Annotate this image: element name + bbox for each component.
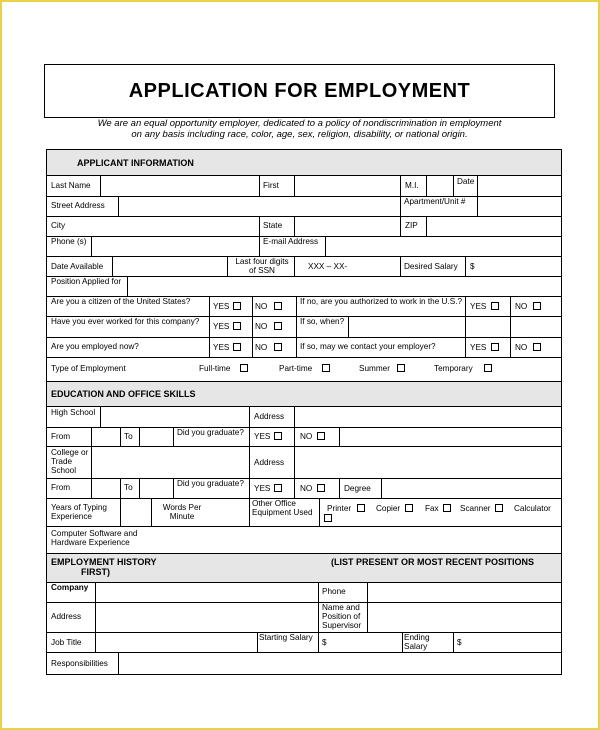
office-equipment-label: Other Office Equipment Used	[252, 499, 313, 517]
college-address-label: Address	[254, 458, 285, 467]
printer-label: Printer	[327, 504, 352, 513]
other-equipment-checkbox[interactable]	[324, 514, 332, 522]
hs-graduate-label: Did you graduate?	[177, 428, 244, 437]
company-phone-field[interactable]	[368, 583, 560, 601]
copier-checkbox[interactable]	[405, 504, 413, 512]
supervisor-field[interactable]	[368, 603, 560, 631]
full-time-label: Full-time	[199, 364, 231, 373]
history-section-note: (LIST PRESENT OR MOST RECENT POSITIONS	[331, 557, 535, 567]
company-address-field[interactable]	[96, 603, 317, 631]
state-field[interactable]	[295, 217, 399, 235]
scanner-checkbox[interactable]	[495, 504, 503, 512]
work-authorized-question: If no, are you authorized to work in the U.S.?	[300, 297, 463, 306]
applicant-section-title: APPLICANT INFORMATION	[77, 158, 194, 168]
mi-label: M.I.	[405, 181, 419, 190]
starting-salary-currency[interactable]: $	[322, 638, 327, 647]
hs-no-checkbox[interactable]	[317, 432, 325, 440]
form-title: APPLICATION FOR EMPLOYMENT	[44, 64, 555, 118]
phone-label: Phone (s)	[51, 237, 87, 246]
hs-yes-label: YES	[254, 432, 271, 441]
employed-no-checkbox[interactable]	[274, 343, 282, 351]
citizen-question: Are you a citizen of the United States?	[51, 297, 191, 306]
first-name-field[interactable]	[295, 176, 399, 195]
hs-to-label: To	[124, 432, 133, 441]
high-school-address-label: Address	[254, 412, 285, 421]
apartment-label: Apartment/Unit #	[404, 197, 466, 206]
company-phone-label: Phone	[322, 587, 346, 596]
city-field[interactable]	[77, 217, 258, 235]
ending-salary-currency[interactable]: $	[457, 638, 462, 647]
hs-to-field[interactable]	[140, 428, 172, 445]
position-label: Position Applied for	[51, 277, 122, 286]
first-name-label: First	[263, 181, 279, 190]
starting-salary-label: Starting Salary	[259, 633, 313, 642]
summer-label: Summer	[359, 364, 390, 373]
summer-checkbox[interactable]	[397, 364, 405, 372]
college-no-label: NO	[300, 484, 313, 493]
history-section-title: EMPLOYMENT HISTORY	[51, 557, 157, 567]
contact-employer-question: If so, may we contact your employer?	[300, 342, 436, 351]
part-time-label: Part-time	[279, 364, 313, 373]
wpm-field[interactable]	[213, 499, 248, 525]
typing-field[interactable]	[121, 499, 150, 525]
last-name-label: Last Name	[51, 181, 91, 190]
company-address-label: Address	[51, 612, 82, 621]
temporary-checkbox[interactable]	[484, 364, 492, 372]
contact-no-label: NO	[515, 343, 528, 352]
position-field[interactable]	[128, 277, 560, 295]
printer-checkbox[interactable]	[357, 504, 365, 512]
high-school-address-field[interactable]	[295, 407, 560, 426]
authorized-yes-label: YES	[470, 302, 487, 311]
date-label: Date	[457, 177, 475, 186]
worked-before-question: Have you ever worked for this company?	[51, 317, 200, 326]
responsibilities-field[interactable]	[119, 653, 560, 674]
hs-from-field[interactable]	[92, 428, 119, 445]
worked-no-checkbox[interactable]	[274, 322, 282, 330]
citizen-no-label: NO	[255, 302, 268, 311]
college-address-field[interactable]	[295, 447, 560, 477]
degree-label: Degree	[344, 484, 371, 493]
full-time-checkbox[interactable]	[240, 364, 248, 372]
software-field[interactable]	[157, 527, 560, 552]
authorized-yes-checkbox[interactable]	[491, 302, 499, 310]
contact-yes-label: YES	[470, 343, 487, 352]
phone-field[interactable]	[92, 237, 258, 255]
authorized-no-checkbox[interactable]	[533, 302, 541, 310]
if-so-when-field[interactable]	[349, 317, 559, 336]
responsibilities-label: Responsibilities	[51, 659, 108, 668]
college-to-label: To	[124, 483, 133, 492]
employed-yes-checkbox[interactable]	[233, 343, 241, 351]
company-label: Company	[51, 583, 89, 592]
college-to-field[interactable]	[140, 479, 172, 497]
history-section-note-cont: FIRST)	[81, 567, 110, 577]
eeo-statement-line-2: on any basis including race, color, age, sex, religion, disability, or national origin.	[131, 128, 468, 140]
college-yes-label: YES	[254, 484, 271, 493]
citizen-no-checkbox[interactable]	[274, 302, 282, 310]
worked-yes-label: YES	[213, 322, 230, 331]
street-address-label: Street Address	[51, 201, 105, 210]
eeo-statement-line-1: We are an equal opportunity employer, dedicated to a policy of nondiscrimination in employment	[97, 118, 502, 129]
scanner-label: Scanner	[460, 504, 491, 513]
ending-salary-label: Ending Salary	[404, 633, 430, 651]
application-form	[46, 149, 562, 675]
software-label: Computer Software and Hardware Experience	[51, 529, 138, 547]
if-so-when-label: If so, when?	[300, 317, 345, 326]
high-school-field[interactable]	[101, 407, 248, 426]
apartment-field[interactable]	[478, 197, 560, 215]
date-available-field[interactable]	[113, 257, 226, 275]
contact-no-checkbox[interactable]	[533, 343, 541, 351]
typing-label: Years of Typing Experience	[51, 503, 107, 521]
job-title-label: Job Title	[51, 638, 82, 647]
date-available-label: Date Available	[51, 262, 104, 271]
worked-no-label: NO	[255, 322, 268, 331]
zip-field[interactable]	[427, 217, 560, 235]
company-field[interactable]	[96, 583, 317, 601]
fax-checkbox[interactable]	[443, 504, 451, 512]
city-label: City	[51, 221, 66, 230]
worked-yes-checkbox[interactable]	[233, 322, 241, 330]
college-no-checkbox[interactable]	[317, 484, 325, 492]
college-yes-checkbox[interactable]	[274, 484, 282, 492]
wpm-label: Words Per Minute	[162, 503, 202, 521]
citizen-yes-label: YES	[213, 302, 230, 311]
citizen-yes-checkbox[interactable]	[233, 302, 241, 310]
desired-salary-label: Desired Salary	[404, 262, 458, 271]
copier-label: Copier	[376, 504, 401, 513]
hs-from-label: From	[51, 432, 71, 441]
college-label: College or Trade School	[51, 448, 89, 475]
ssn-value[interactable]: XXX – XX-	[308, 262, 348, 271]
degree-field[interactable]	[382, 479, 560, 497]
fax-label: Fax	[425, 504, 439, 513]
eeo-statement	[44, 119, 555, 140]
street-address-field[interactable]	[119, 197, 399, 215]
mi-field[interactable]	[427, 176, 452, 195]
hs-no-label: NO	[300, 432, 313, 441]
date-field[interactable]	[478, 176, 560, 195]
college-graduate-label: Did you graduate?	[177, 479, 244, 488]
type-employment-label: Type of Employment	[51, 364, 126, 373]
contact-yes-checkbox[interactable]	[491, 343, 499, 351]
desired-salary-currency[interactable]: $	[470, 262, 475, 271]
email-field[interactable]	[326, 237, 560, 255]
college-field[interactable]	[92, 447, 248, 477]
college-from-field[interactable]	[92, 479, 119, 497]
education-section-title: EDUCATION AND OFFICE SKILLS	[51, 389, 196, 399]
temporary-label: Temporary	[434, 364, 473, 373]
employed-now-question: Are you employed now?	[51, 342, 139, 351]
employed-no-label: NO	[255, 343, 268, 352]
high-school-label: High School	[51, 408, 96, 417]
authorized-no-label: NO	[515, 302, 528, 311]
employed-yes-label: YES	[213, 343, 230, 352]
state-label: State	[263, 221, 283, 230]
email-label: E-mail Address	[263, 237, 319, 246]
college-from-label: From	[51, 483, 71, 492]
ssn-label: Last four digits of SSN	[235, 257, 289, 275]
zip-label: ZIP	[405, 221, 418, 230]
hs-yes-checkbox[interactable]	[274, 432, 282, 440]
job-title-field[interactable]	[96, 633, 256, 651]
supervisor-label: Name and Position of Supervisor	[322, 603, 362, 630]
calculator-label: Calculator	[514, 504, 551, 513]
part-time-checkbox[interactable]	[322, 364, 330, 372]
last-name-field[interactable]	[101, 176, 258, 195]
